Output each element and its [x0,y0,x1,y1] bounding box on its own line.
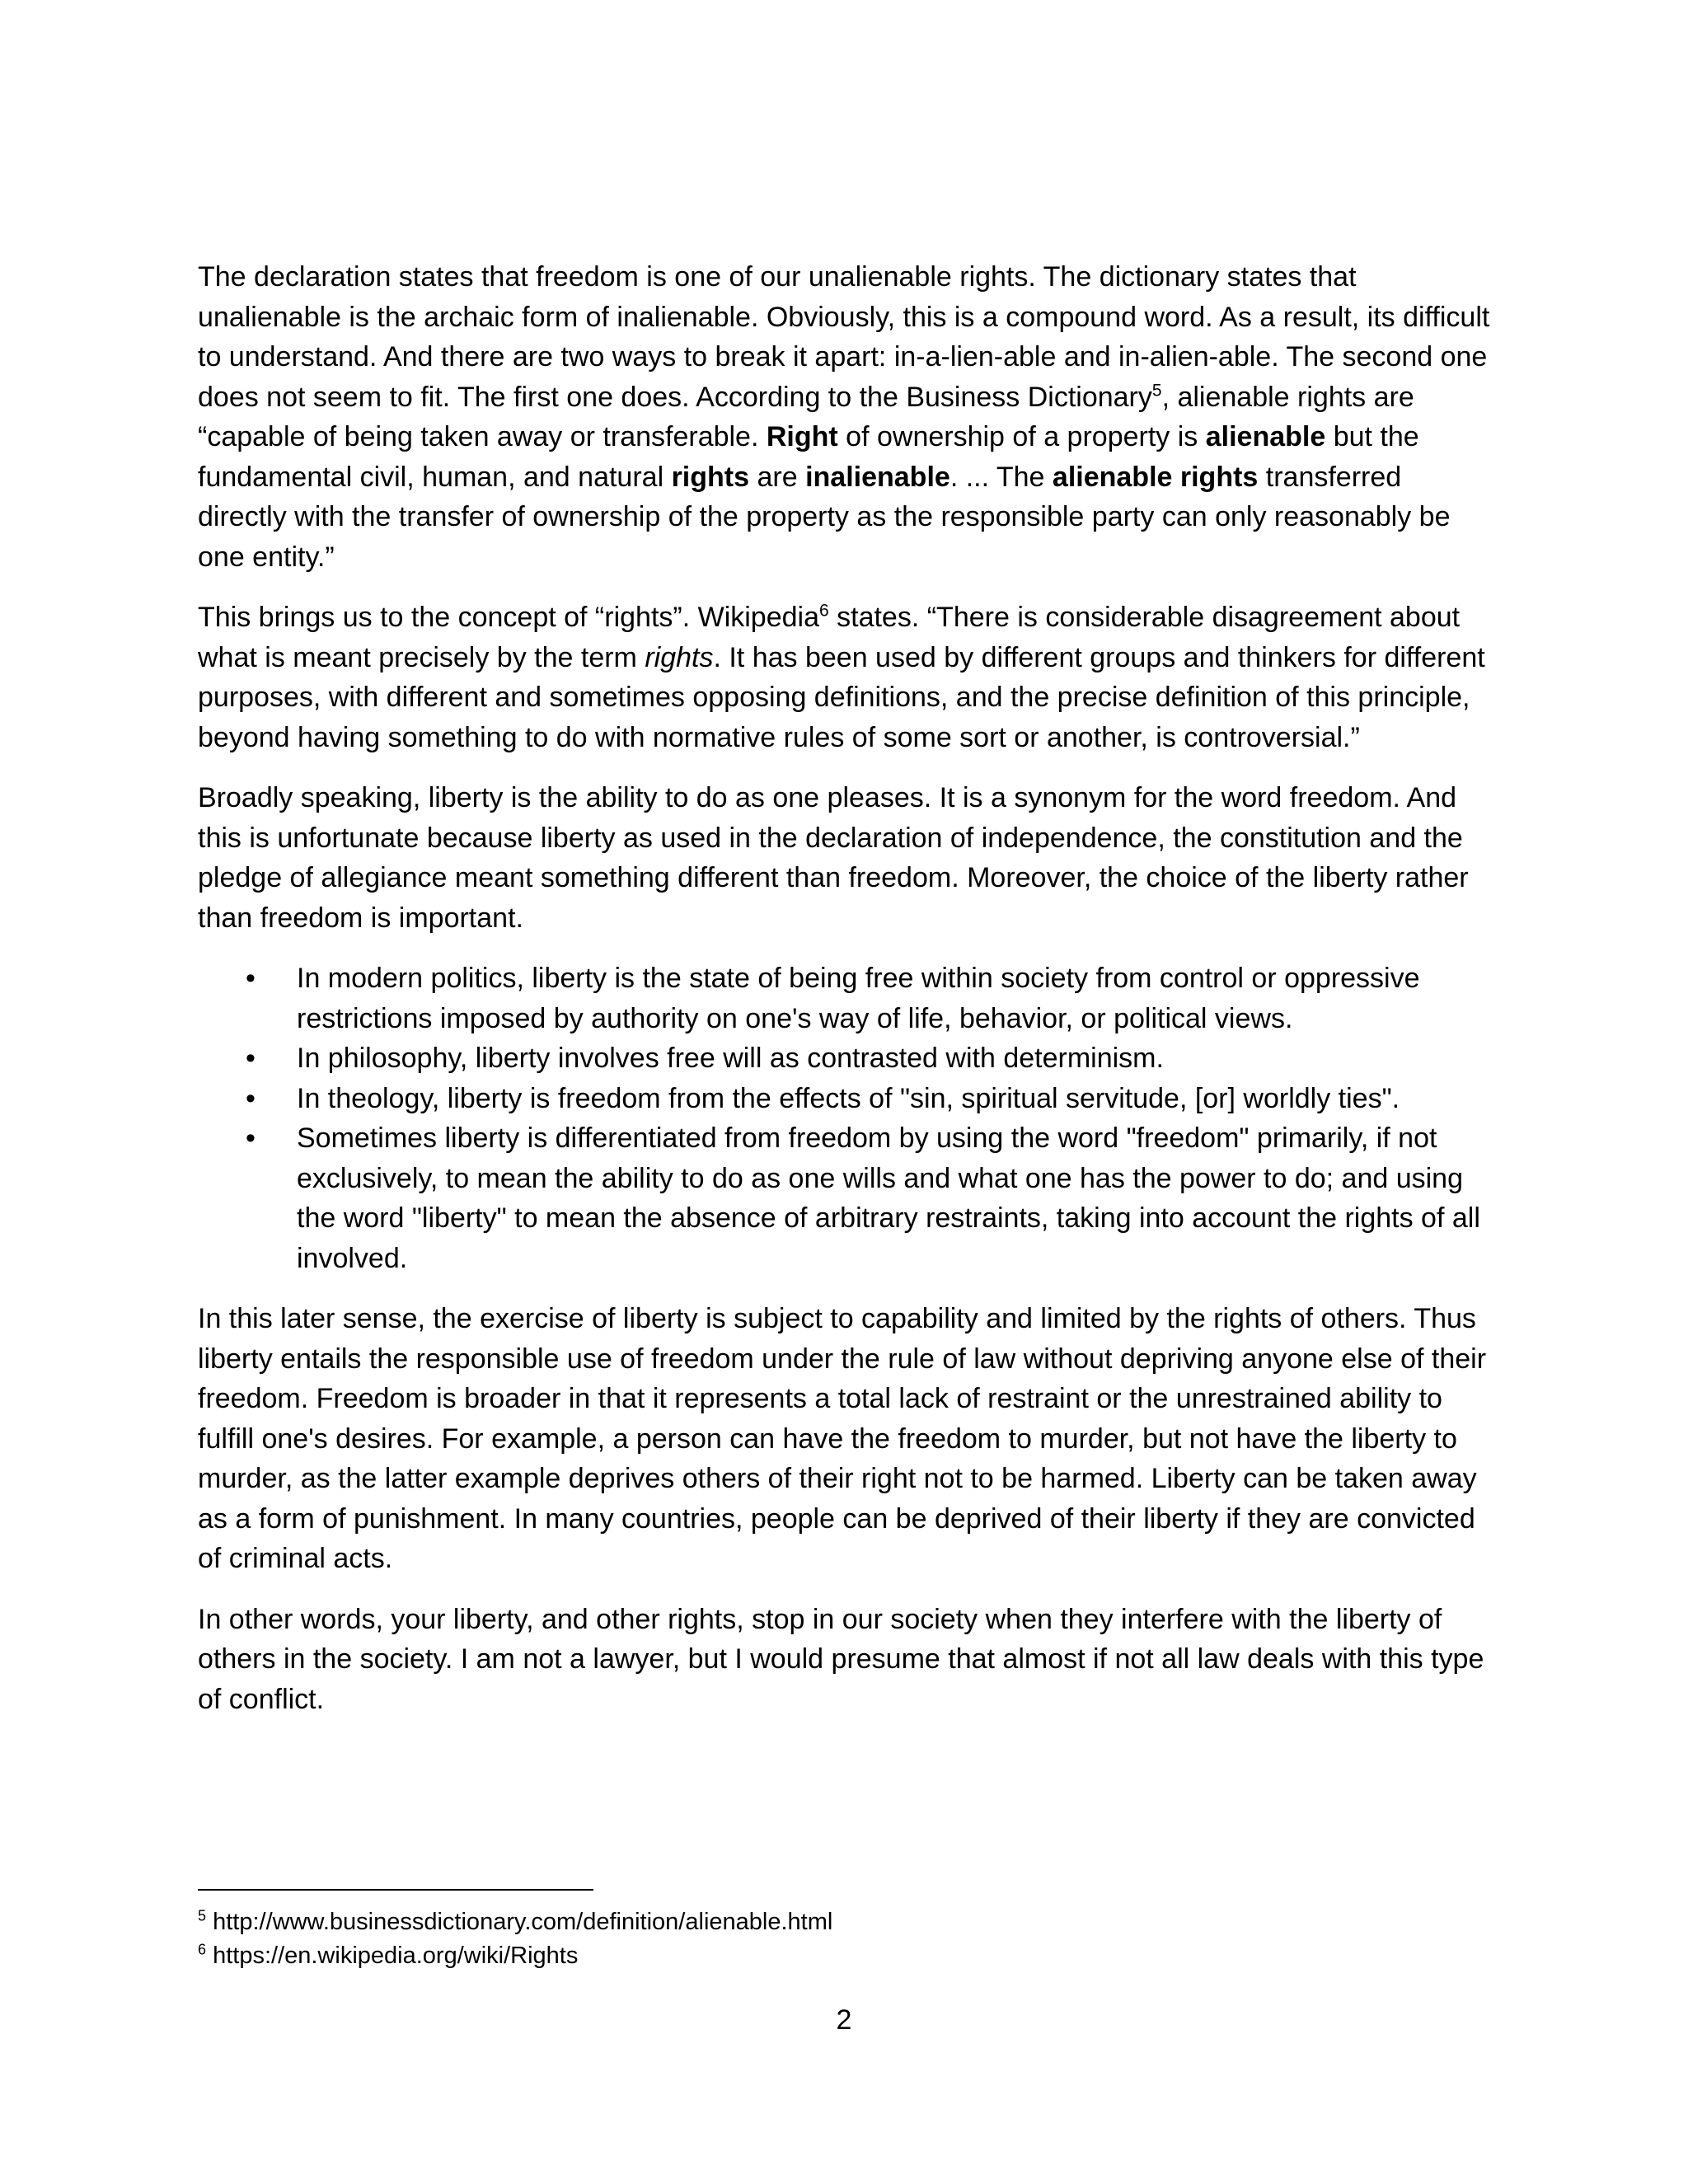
text-run: This brings us to the concept of “rights”. Wikipedia [198,602,819,633]
list-item [198,1038,1492,1079]
footnote-link[interactable]: http://www.businessdictionary.com/definition/alienable.html [213,1909,833,1935]
paragraph-conclusion: In other words, your liberty, and other rights, stop in our society when they interfere with the liberty of others in the society. I am not a lawyer, but I would presume that almost if not all law deals with this type of conflict. [198,1603,1484,1715]
paragraph-liberty-definition: Broadly speaking, liberty is the ability to do as one pleases. It is a synonym for the word freedom. And this is unfortunate because liberty as used in the declaration of independence, the constitution and the pledge of allegiance meant something different than freedom. Moreover, the choice of the liberty rather than freedom is important. [198,782,1469,934]
footnote-ref-5[interactable]: 5 [1151,381,1162,401]
bold-term-alienable: alienable [1205,421,1326,452]
list-item [198,958,1492,1038]
footnote-link[interactable]: https://en.wikipedia.org/wiki/Rights [213,1943,579,1969]
footnote-separator [198,1889,593,1891]
bold-term-alienable-rights: alienable rights [1052,461,1259,493]
paragraph-liberty-vs-freedom: In this later sense, the exercise of liberty is subject to capability and limited by the rights of others. Thus liberty entails the responsible use of freedom under the rule of law without depriving anyone else of their freedom. Freedom is broader in that it represents a total lack of restraint or the unrestrained ability to fulfill one's desires. For example, a person can have the freedom to murder, but not have the liberty to murder, as the latter example deprives others of their right not to be harmed. Liberty can be taken away as a form of punishment. In many countries, people can be deprived of their liberty if they are convicted of criminal acts. [198,1303,1487,1574]
text-run: . ... The [950,461,1053,493]
text-run: of ownership of a property is [837,421,1206,452]
text-run: but the fundamental civil, human, and natural [198,421,1419,493]
bullet-list-liberty-meanings [198,958,1492,1278]
italic-term-rights: rights [645,641,714,673]
footnote-number: 6 [198,1941,207,1958]
footnote-number: 5 [198,1907,207,1924]
footnote-ref-6[interactable]: 6 [819,601,829,621]
paragraph-unalienable-rights [198,257,1492,577]
text-run: transferred directly with the transfer of ownership of the property as the responsible party can only reasonably be one entity.” [198,461,1451,573]
list-item [198,1118,1492,1278]
bullet-icon: • [246,963,256,994]
list-item-text: Sometimes liberty is differentiated from freedom by using the word "freedom" primarily, if not exclusively, to mean the ability to do as one wills and what one has the power to do; and using the word "liberty" to mean the absence of arbitrary restraints, taking into account the rights of all involved. [297,1122,1480,1274]
body-text [198,257,1492,1740]
footnotes [198,1905,1434,1973]
bullet-icon: • [246,1082,256,1114]
footnote-5 [198,1905,1434,1939]
footnote-6 [198,1939,1434,1973]
bold-term-inalienable: inalienable [805,461,950,493]
list-item-text: In modern politics, liberty is the state of being free within society from control or oppressive restrictions imposed by authority on one's way of life, behavior, or political views. [297,963,1420,1034]
bold-term-rights: rights [671,461,750,493]
text-run: The declaration states that freedom is one of our unalienable rights. The dictionary states that unalienable is the archaic form of inalienable. Obviously, this is a compound word. As a result, its difficult to understand. And there are two ways to break it apart: in-a-lien-able and in-alien-able. The second one does not seem to fit. The first one does. According to the Business Dictionary [198,261,1490,413]
text-run: . It has been used by different groups and thinkers for different purposes, with different and sometimes opposing definitions, and the precise definition of this principle, beyond having something to do with normative rules of some sort or another, is controversial.” [198,641,1485,753]
text-run: , alienable rights are “capable of being taken away or transferable. [198,381,1414,452]
page-number: 2 [836,2004,852,2036]
list-item-text: In theology, liberty is freedom from the effects of "sin, spiritual servitude, [or] worldly ties". [297,1082,1400,1114]
text-run: are [749,461,806,493]
list-item [198,1079,1492,1119]
paragraph-rights-concept [198,598,1492,757]
list-item-text: In philosophy, liberty involves free will as contrasted with determinism. [297,1043,1164,1074]
bullet-icon: • [246,1122,256,1154]
text-run: states. “There is considerable disagreement about what is meant precisely by the term [198,602,1461,673]
bold-term-right: Right [766,421,838,452]
bullet-icon: • [246,1043,256,1074]
